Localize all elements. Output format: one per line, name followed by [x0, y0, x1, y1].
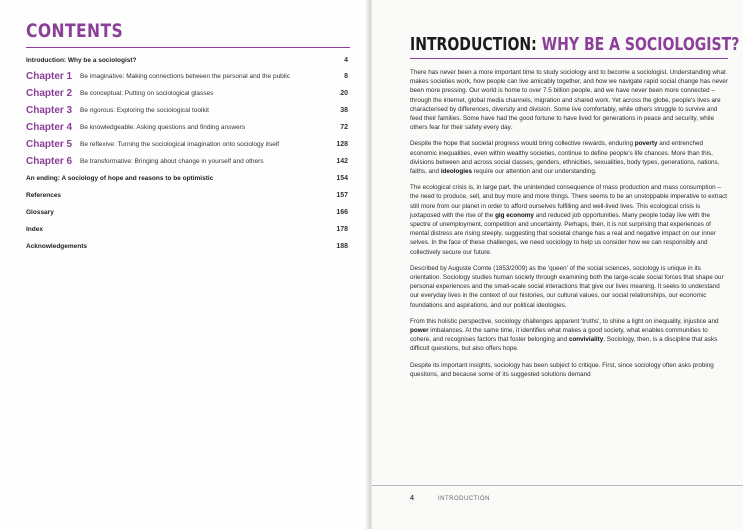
- body-paragraph: [410, 361, 728, 379]
- toc-backmatter-row[interactable]: [26, 191, 348, 208]
- introduction-body: [410, 68, 728, 386]
- text-run: The ecological crisis is, in large part, the unintended consequence of mass production and mass consumption – the need to produce, sell, and buy more and more things. There seems to be an unstoppable imperative to extract still more from our planet in order to afford ourselves fulfilling and well-lived lives. This ecological crisis is juxtaposed with the rise of the: [410, 184, 728, 219]
- introduction-heading: [410, 34, 739, 55]
- toc-page-number: 128: [336, 141, 348, 148]
- toc-page-number: 157: [336, 192, 348, 199]
- toc-page-number: 72: [340, 124, 348, 131]
- toc-chapter-row[interactable]: [26, 72, 348, 89]
- backmatter-title: Glossary: [26, 209, 54, 216]
- glossary-term: conviviality: [568, 336, 604, 344]
- backmatter-title: An ending: A sociology of hope and reasons to be optimistic: [26, 175, 214, 182]
- text-run: . Sociology, then, is a discipline that asks difficult questions, but also offers hope.: [410, 336, 718, 353]
- toc-chapter-row[interactable]: [26, 106, 348, 123]
- toc-entry-title: Introduction: Why be a sociologist?: [26, 57, 137, 64]
- chapter-title: Be knowledgeable: Asking questions and finding answers: [80, 124, 246, 131]
- contents-page: [0, 0, 368, 529]
- backmatter-title: Acknowledgements: [26, 243, 88, 250]
- heading-part-2: WHY BE A SOCIOLOGIST?: [541, 34, 740, 55]
- glossary-term: gig economy: [495, 211, 534, 219]
- toc-page-number: 142: [336, 158, 348, 165]
- chapter-label: Chapter 1: [26, 71, 73, 82]
- chapter-title: Be conceptual: Putting on sociological glasses: [80, 90, 214, 97]
- footer-divider: [372, 485, 743, 486]
- text-run: require our attention and our understanding.: [471, 168, 597, 176]
- heading-part-1: INTRODUCTION:: [410, 34, 542, 55]
- chapter-label: Chapter 2: [26, 88, 73, 99]
- text-run: and reduced job opportunities. Many people today live with the spectre of unemployment, competition and uncertainty. Perhaps, then, it is not surprising that experiences of mental distress are rising steeply, suggesting that societal change has a real and negative impact on our inner selves. In the face of these challenges, we need sociology to help us consider how we can responsibly and collectively secure our future.: [410, 211, 716, 256]
- body-paragraph: [410, 139, 728, 176]
- chapter-label: Chapter 4: [26, 122, 73, 133]
- chapter-title: Be rigorous: Exploring the sociological toolkit: [80, 107, 209, 114]
- chapter-title: Be transformative: Bringing about change in yourself and others: [80, 158, 264, 165]
- toc-page-number: 166: [336, 209, 348, 216]
- text-run: Despite its important insights, sociology has been subject to critique. First, since sociology often asks probing questions, and because some of its suggested solutions demand: [410, 361, 714, 378]
- chapter-label: Chapter 5: [26, 139, 73, 150]
- body-paragraph: [410, 68, 728, 132]
- text-run: imbalances. At the same time, it identifies what makes a good society, what enables communities to cohere, and recognises factors that foster belonging and: [410, 327, 708, 344]
- toc-page-number: 20: [340, 90, 348, 97]
- toc-chapter-row[interactable]: [26, 89, 348, 106]
- chapter-title: Be imaginative: Making connections between the personal and the public: [80, 73, 290, 80]
- footer-page-number: 4: [410, 495, 414, 502]
- text-run: Despite the hope that societal progress would bring collective rewards, enduring: [410, 140, 635, 148]
- contents-divider: [26, 47, 350, 48]
- toc-page-number: 4: [344, 57, 348, 64]
- toc-page-number: 154: [336, 175, 348, 182]
- body-paragraph: [410, 183, 728, 257]
- toc-page-number: 178: [336, 226, 348, 233]
- toc-page-number: 8: [344, 73, 348, 80]
- table-of-contents: [26, 56, 348, 259]
- toc-page-number: 38: [340, 107, 348, 114]
- introduction-divider: [410, 58, 728, 59]
- text-run: and entrenched economic inequalities, even within wealthy societies, continue to define people's life chances. More than this, divisions between and across social classes, genders, ethnicities, sexualities, body types, generations, nations, faiths, and: [410, 140, 720, 176]
- glossary-term: power: [410, 327, 429, 335]
- body-paragraph: [410, 317, 728, 354]
- text-run: From this holistic perspective, sociology challenges apparent 'truths', to shine a light on inequality, injustice and: [410, 317, 719, 325]
- toc-page-number: 188: [336, 243, 348, 250]
- contents-heading: CONTENTS: [26, 20, 124, 42]
- toc-backmatter-row[interactable]: [26, 174, 348, 191]
- chapter-label: Chapter 6: [26, 156, 73, 167]
- backmatter-title: References: [26, 192, 62, 199]
- glossary-term: poverty: [634, 140, 658, 148]
- toc-backmatter-row[interactable]: [26, 225, 348, 242]
- body-paragraph: [410, 264, 728, 310]
- backmatter-title: Index: [26, 226, 43, 233]
- toc-chapter-row[interactable]: [26, 140, 348, 157]
- text-run: Described by Auguste Comte (1853/2009) as the 'queen' of the social sciences, sociology is unique in its orientation. Sociology studies human society through examining both the large-scale social forces that shape our personal experiences and the small-scale social interactions that give our lives meaning. It seeks to understand our everyday lives in the context of our histories, our cultural values, our social relationships, our economic foundations and aspirations, and our political ideologies.: [410, 264, 724, 309]
- toc-entry-introduction[interactable]: [26, 56, 348, 72]
- chapter-title: Be reflexive: Turning the sociological imagination onto sociology itself: [80, 141, 280, 148]
- footer-running-head: INTRODUCTION: [438, 496, 490, 502]
- toc-backmatter-row[interactable]: [26, 242, 348, 259]
- toc-backmatter-row[interactable]: [26, 208, 348, 225]
- toc-chapter-row[interactable]: [26, 123, 348, 140]
- toc-chapter-row[interactable]: [26, 157, 348, 174]
- text-run: There has never been a more important time to study sociology and to become a sociologist. Understanding what makes societies work, how people can live amicably together, and how we navigate rapid social change has never been more pressing. Our world is home to over 7.5 billion people, and we have never been more connected – through the internet, global media channels, migration and shared work. Yet across the globe, people's lives are characterised by differences, diversity and division. Some live comfortably, while others struggle to survive and feed their families. Some have had the good fortune to have lived for generations in peace and security, while others fear for their safety every day.: [410, 69, 728, 132]
- chapter-label: Chapter 3: [26, 105, 73, 116]
- glossary-term: ideologies: [440, 168, 472, 176]
